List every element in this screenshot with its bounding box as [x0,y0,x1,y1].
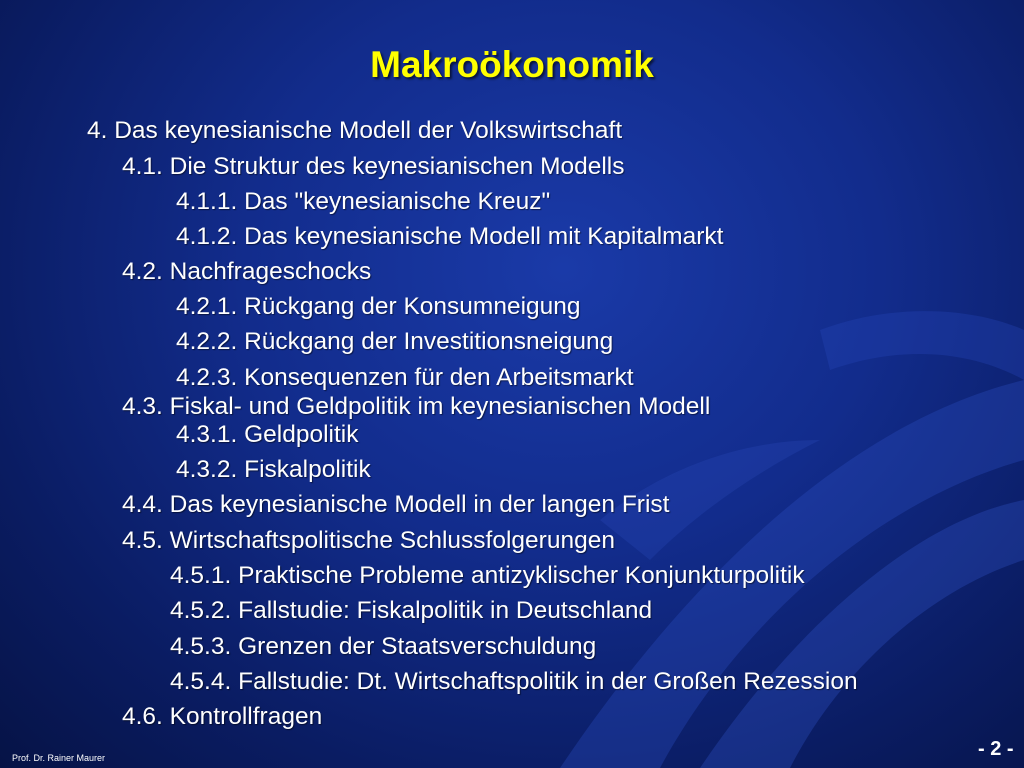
toc-item: 4.5.1. Praktische Probleme antizyklischer Konjunkturpolitik [170,562,805,589]
toc-item: 4.2.2. Rückgang der Investitionsneigung [176,328,614,355]
slide-title: Makroökonomik [370,44,654,85]
toc-item: 4.1.1. Das "keynesianische Kreuz" [176,188,551,215]
toc-item: 4.4. Das keynesianische Modell in der langen Frist [122,491,670,518]
toc-item: 4.1.2. Das keynesianische Modell mit Kapitalmarkt [176,223,724,250]
toc-item: 4.5.4. Fallstudie: Dt. Wirtschaftspolitik in der Großen Rezession [170,668,858,695]
toc-item: 4.2.1. Rückgang der Konsumneigung [176,293,581,320]
toc-item: 4. Das keynesianische Modell der Volkswirtschaft [87,117,623,144]
footer-author: Prof. Dr. Rainer Maurer [12,753,106,763]
toc-item: 4.3.1. Geldpolitik [176,421,359,448]
toc-item: 4.6. Kontrollfragen [122,703,323,730]
toc-item: 4.5.3. Grenzen der Staatsverschuldung [170,633,597,660]
page-number: - 2 - [978,738,1014,760]
toc-item: 4.2. Nachfrageschocks [122,258,372,285]
toc-item: 4.2.3. Konsequenzen für den Arbeitsmarkt [176,364,634,391]
toc-item: 4.5.2. Fallstudie: Fiskalpolitik in Deutschland [170,597,653,624]
toc-item: 4.3.2. Fiskalpolitik [176,456,371,483]
toc-item: 4.1. Die Struktur des keynesianischen Modells [122,153,625,180]
toc-item: 4.3. Fiskal- und Geldpolitik im keynesianischen Modell [122,393,711,420]
toc-item: 4.5. Wirtschaftspolitische Schlussfolgerungen [122,527,615,554]
